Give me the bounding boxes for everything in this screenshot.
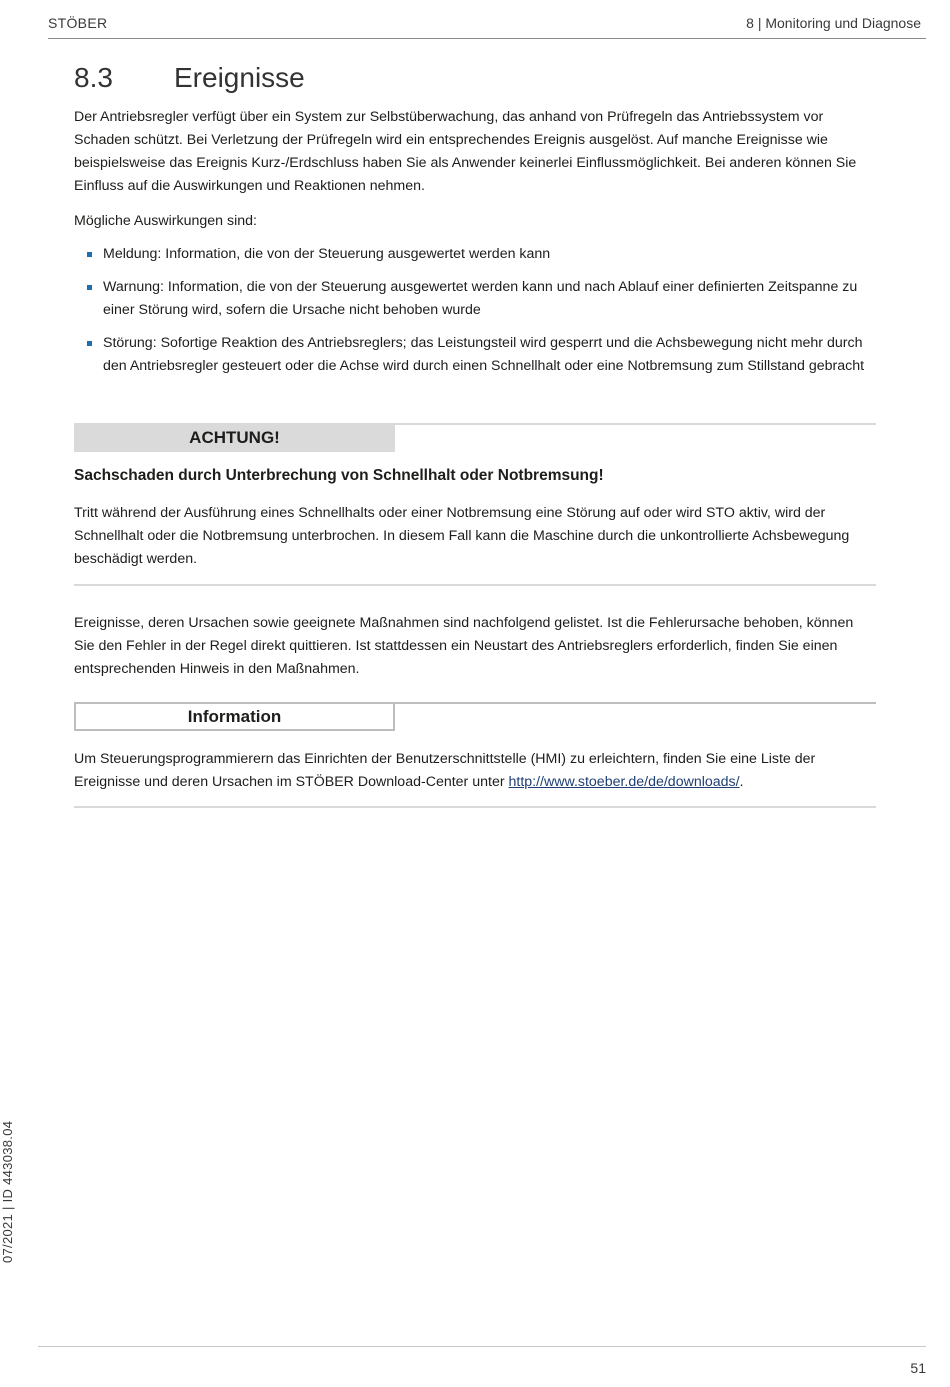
list-item: Störung: Sofortige Reaktion des Antriebsreglers; das Leistungsteil wird gesperrt und die Achsbewegung nicht mehr durch den Antriebsregler gesteuert oder die Achse wird durch einen Schnellhalt oder eine Notbremsung zum Stillstand gebracht	[74, 332, 876, 378]
effects-intro	[74, 210, 876, 233]
page-number: 51	[910, 1360, 926, 1376]
section-title	[74, 62, 305, 94]
effects-intro-text: Mögliche Auswirkungen sind:	[74, 213, 257, 229]
events-paragraph: Ereignisse, deren Ursachen sowie geeignete Maßnahmen sind nachfolgend gelistet. Ist die Fehlerursache behoben, können Sie den Fehler in der Regel direkt quittieren. Ist stattdessen ein Neustart des Antriebsreglers erforderlich, finden Sie einen entsprechenden Hinweis in den Maßnahmen.	[74, 615, 854, 677]
header-rule	[48, 38, 926, 39]
intro-text: Der Antriebsregler verfügt über ein System zur Selbstüberwachung, das anhand von Prüfregeln das Antriebssystem vor Schaden schützt. Bei Verletzung der Prüfregeln wird ein entsprechendes Ereignis ausgelöst. Auf manche Ereignisse wie beispielsweise das Ereignis Kurz-/Erdschluss haben Sie als Anwender keinerlei Einflussmöglichkeit. Bei anderen können Sie Einfluss auf die Auswirkungen und Reaktionen nehmen.	[74, 109, 857, 194]
warning-body: Tritt während der Ausführung eines Schnellhalts oder einer Notbremsung eine Störung auf oder wird STO aktiv, wird der Schnellhalt oder die Notbremsung unterbrochen. In diesem Fall kann die Maschine durch die unkontrollierte Achsbewegung beschädigt werden.	[74, 505, 850, 567]
section-title-text: Ereignisse	[174, 62, 305, 93]
warning-label: ACHTUNG!	[74, 423, 395, 452]
info-label: Information	[74, 702, 395, 731]
intro-paragraph	[74, 106, 876, 198]
header-brand: STÖBER	[48, 15, 108, 31]
effects-list	[74, 243, 876, 388]
bullet-square-icon	[87, 285, 92, 290]
warning-heading: Sachschaden durch Unterbrechung von Schnellhalt oder Notbremsung!	[74, 467, 604, 484]
list-item: Meldung: Information, die von der Steuerung ausgewertet werden kann	[74, 243, 876, 266]
download-center-link[interactable]: http://www.stoeber.de/de/downloads/	[508, 774, 740, 790]
header-chapter: 8 | Monitoring und Diagnose	[746, 15, 921, 31]
info-bottom-rule	[74, 806, 876, 808]
footer-rule	[38, 1346, 926, 1347]
info-header	[74, 702, 876, 731]
warning-header	[74, 423, 876, 452]
section-number: 8.3	[74, 62, 113, 93]
list-item: Warnung: Information, die von der Steuerung ausgewertet werden kann und nach Ablauf einer definierten Zeitspanne zu einer Störung wird, sofern die Ursache nicht behoben wurde	[74, 276, 876, 322]
bullet-square-icon	[87, 252, 92, 257]
warning-bottom-rule	[74, 584, 876, 586]
document-id: 07/2021 | ID 443038.04	[0, 1120, 15, 1263]
info-body: Um Steuerungsprogrammierern das Einrichten der Benutzerschnittstelle (HMI) zu erleichtern, finden Sie eine Liste der Ereignisse und deren Ursachen im STÖBER Download-Center unter http://www.stoeber.de/de/downloads/.	[74, 751, 816, 790]
bullet-square-icon	[87, 341, 92, 346]
